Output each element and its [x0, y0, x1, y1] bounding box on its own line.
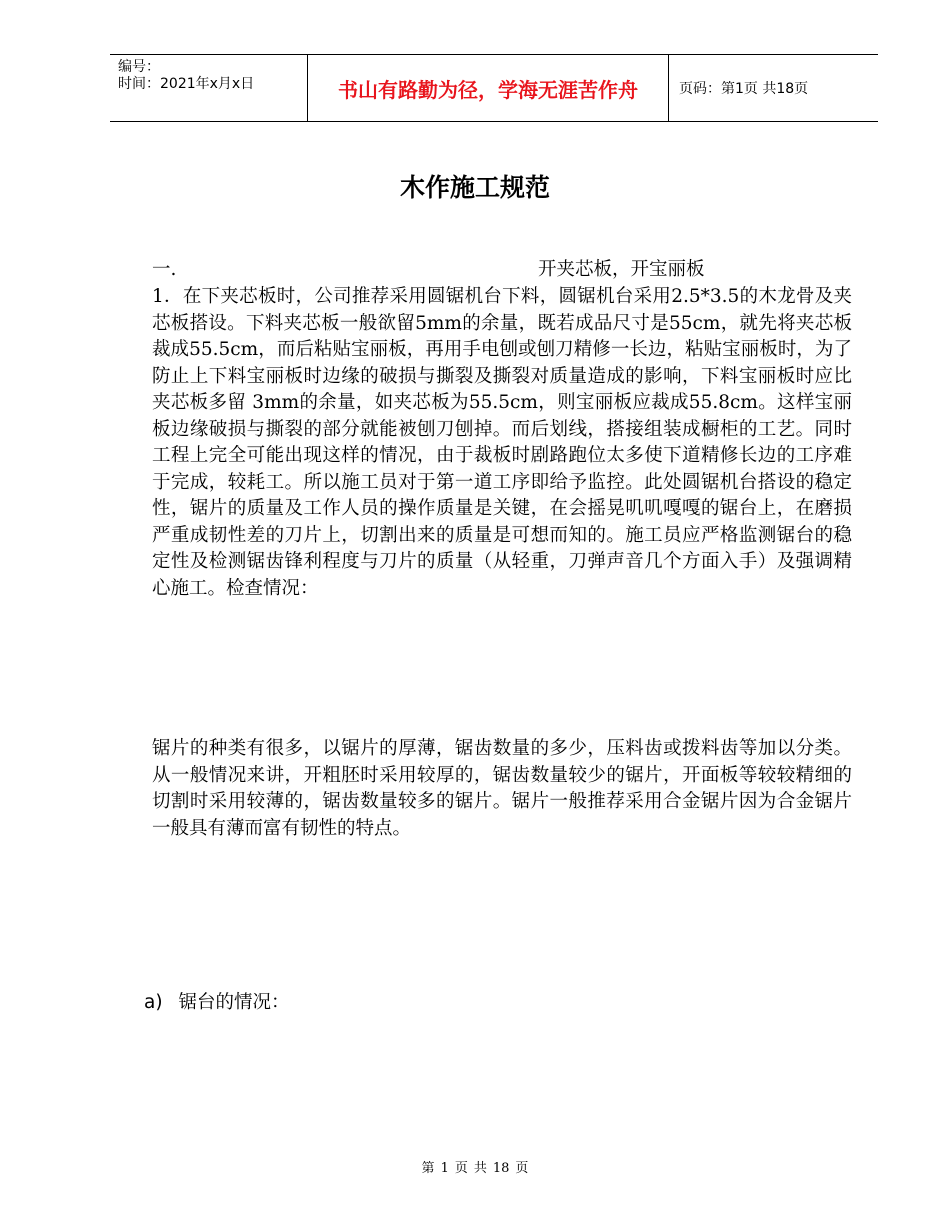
serial-number-label: 编号： [118, 59, 160, 75]
subsection-marker: a) [144, 992, 163, 1013]
footer-page-number: 1 [440, 1161, 449, 1176]
document-title: 木作施工规范 [399, 173, 550, 202]
section-number: 一. [152, 259, 177, 280]
header-meta [110, 55, 308, 121]
footer-ye: 页 [454, 1161, 468, 1176]
page-header [110, 54, 878, 122]
header-page-info: 页码：第1页 共18页 [679, 81, 809, 97]
footer-di: 第 [421, 1161, 435, 1176]
footer-gong: 共 [473, 1161, 487, 1176]
date-label: 时间：2021年x月x日 [118, 76, 255, 92]
footer-total-pages: 18 [492, 1161, 510, 1176]
section-title: 开夹芯板，开宝丽板 [538, 259, 705, 280]
subsection-a [144, 988, 289, 1014]
footer-ye-2: 页 [515, 1161, 529, 1176]
paragraph-1: 1．在下夹芯板时，公司推荐采用圆锯机台下料，圆锯机台采用2.5*3.5的木龙骨及夹芯板搭设。下料夹芯板一般欲留5mm的余量，既若成品尺寸是55cm，就先将夹芯板裁成55.5cm，而后粘贴宝丽板，再用手电刨或刨刀精修一长边，粘贴宝丽板时，为了防止上下料宝丽板时边缘的破损与撕裂及撕裂对质量造成的影响，下料宝丽板时应比夹芯板多留 3mm的余量，如夹芯板为55.5cm，则宝丽板应裁成55.8cm。这样宝丽板边缘破损与撕裂的部分就能被刨刀刨掉。而后划线，搭接组装成橱柜的工艺。同时工程上完全可能出现这样的情况，由于裁板时剧路跑位太多使下道精修长边的工序难于完成，较耗工。所以施工员对于第一道工序即给予监控。此处圆锯机台搭设的稳定性，锯片的质量及工作人员的操作质量是关键，在会摇晃叽叽嘎嘎的锯台上，在磨损严重成韧性差的刀片上，切割出来的质量是可想而知的。施工员应严格监测锯台的稳定性及检测锯齿锋利程度与刀片的质量（从轻重，刀弹声音几个方面入手）及强调精心施工。检查情况： [152, 286, 852, 599]
paragraph-2: 锯片的种类有很多，以锯片的厚薄，锯齿数量的多少，压料齿或拨料齿等加以分类。从一般情况来讲，开粗胚时采用较厚的，锯齿数量较少的锯片，开面板等较较精细的切割时采用较薄的，锯齿数量较多的锯片。锯片一般推荐采用合金锯片因为合金锯片一般具有薄而富有韧性的特点。 [152, 738, 852, 839]
subsection-text: 锯台的情况： [178, 992, 290, 1013]
header-motto: 书山有路勤为径，学海无涯苦作舟 [308, 55, 669, 121]
page-footer [0, 1157, 950, 1176]
